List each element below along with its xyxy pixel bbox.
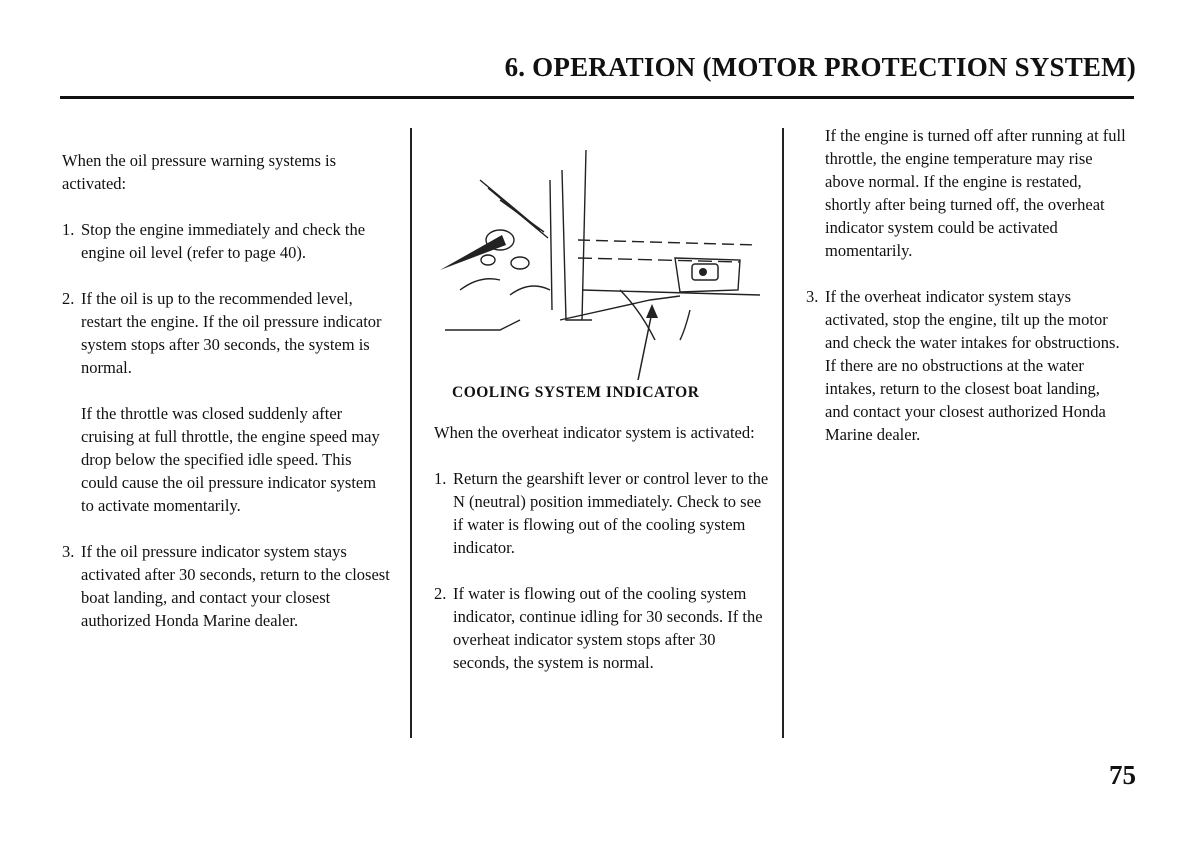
motor-leg-outline [582, 150, 586, 320]
header-rule [60, 96, 1134, 99]
item-text: Return the gearshift lever or control lever to the N (neutral) position immediately. Check to see if water is flowing out of the cooling system indicator. [453, 469, 769, 557]
figure-caption: COOLING SYSTEM INDICATOR [452, 384, 700, 401]
oil-intro: When the oil pressure warning systems is activated: [62, 151, 337, 193]
overheat-intro: When the overheat indicator system is activated: [434, 423, 755, 442]
list-item [62, 287, 392, 379]
housing-line [675, 258, 740, 292]
lower-contour [560, 296, 680, 320]
column-divider-right [782, 128, 784, 738]
item-number: 2. [434, 584, 447, 603]
middle-column [434, 421, 770, 674]
water-stream [440, 235, 506, 270]
callout-arrowhead [646, 304, 658, 318]
item-number: 1. [62, 220, 75, 239]
motor-leg-outline [562, 170, 592, 320]
list-item [434, 467, 770, 559]
intake-oval [511, 257, 529, 269]
page-title: 6. OPERATION (MOTOR PROTECTION SYSTEM) [504, 52, 1136, 82]
lower-contour [510, 286, 550, 295]
intake-oval [481, 255, 495, 265]
item-text: If the overheat indicator system stays activated, stop the engine, tilt up the motor and check the water intakes for obstructions. If there are no obstructions at the water intakes, return to the closest boat landing, and contact your closest authorized Honda Marine dealer. [825, 287, 1120, 444]
list-item [806, 285, 1126, 446]
lower-contour [460, 279, 500, 290]
list-item [62, 218, 392, 264]
housing-line [578, 240, 758, 245]
indicator-port-hole [699, 268, 707, 276]
item-text: If water is flowing out of the cooling system indicator, continue idling for 30 seconds. If the overheat indicator system stops after 30 seconds, the system is normal. [453, 584, 763, 672]
item-number: 3. [806, 287, 819, 306]
throttle-note: If the throttle was closed suddenly after cruising at full throttle, the engine speed may drop below the specified idle speed. This could cause the oil pressure indicator system to activate momentarily. [81, 404, 380, 515]
column-divider-left [410, 128, 412, 738]
motor-leg-outline [550, 180, 552, 310]
lower-contour [445, 320, 520, 330]
list-item [62, 540, 392, 632]
overheat-note: If the engine is turned off after running at full throttle, the engine temperature may rise above normal. If the engine is restated, shortly after being turned off, the overheat indicator system could be activated momentarily. [825, 126, 1126, 260]
callout-line [636, 312, 652, 380]
list-item [434, 582, 770, 674]
item-number: 1. [434, 469, 447, 488]
right-column [806, 124, 1126, 446]
hose-line [500, 200, 544, 232]
lower-contour [680, 310, 690, 340]
item-number: 3. [62, 542, 75, 561]
left-column [62, 149, 392, 632]
item-text: Stop the engine immediately and check the engine oil level (refer to page 40). [81, 220, 366, 262]
cooling-system-illustration [440, 140, 770, 380]
item-text: If the oil is up to the recommended level, restart the engine. If the oil pressure indicator system stops after 30 seconds, the system is normal. [81, 289, 382, 377]
item-text: If the oil pressure indicator system stays activated after 30 seconds, return to the closest boat landing, and contact your closest authorized Honda Marine dealer. [81, 542, 390, 630]
item-number: 2. [62, 289, 75, 308]
page-number: 75 [1109, 760, 1136, 790]
